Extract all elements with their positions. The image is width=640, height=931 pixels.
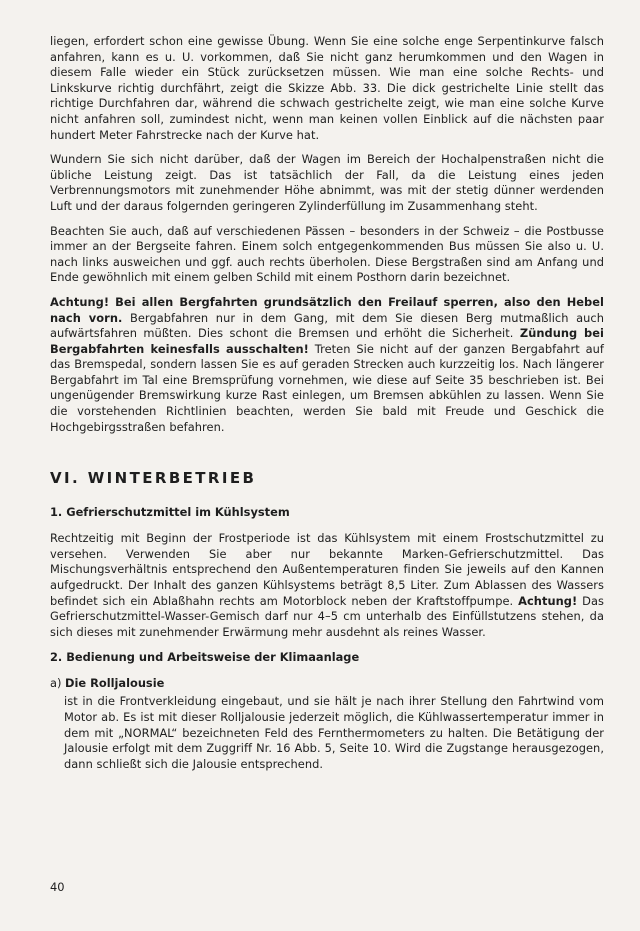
- paragraph-antifreeze: [50, 531, 604, 640]
- subsection-heading-blind: [50, 676, 604, 690]
- subsection-title: Die Rolljalousie: [65, 676, 165, 691]
- chapter-heading: VI. WINTERBETRIEB: [50, 469, 257, 488]
- warning-bold-2: Zündung bei Bergabfahrten keinesfalls ausschalten!: [50, 326, 604, 356]
- paragraph-serpentine: liegen, erfordert schon eine gewisse Übung. Wenn Sie eine solche enge Serpentinkurve falsch anfahren, kann es u. U. vorkommen, daß Sie nicht ganz herumkommen und den Wagen in diesem Falle wieder ein Stück zurücksetzen müssen. Wie man eine solche Rechts- und Linkskurve richtig durchfährt, zeigt die Skizze Abb. 33. Die dick gestrichelte Linie stellt das richtige Durchfahren dar, während die schwach gestrichelte zeigt, wie man eine solche Kurve nicht anfahren soll, zumindest nicht, wenn man keinen vollen Einblick auf die nächsten paar hundert Meter Fahrstrecke nach der Kurve hat.: [50, 34, 604, 142]
- subsection-prefix: a): [50, 676, 66, 691]
- warning-bold-1: Achtung! Bei allen Bergfahrten grundsätzlich den Freilauf sperren, also den Hebel nach vorn.: [50, 294, 604, 325]
- warning-text-1: Bergabfahren nur in dem Gang, mit dem Sie diesen Berg mutmaßlich auch aufwärtsfahren müßten. Dies schont die Bremsen und erhöht die Sicherheit.: [50, 310, 604, 341]
- paragraph-warning: [50, 295, 604, 435]
- paragraph-blind: ist in die Frontverkleidung eingebaut, und sie hält je nach ihrer Stellung den Fahrtwind vom Motor ab. Es ist mit dieser Rolljalousie jederzeit möglich, die Kühlwassertemperatur immer in dem mit „NORMAL“ bezeichneten Feld des Fernthermometers zu halten. Die Betätigung der Jalousie erfolgt mit dem Zuggriff Nr. 16 Abb. 5, Seite 10. Wird die Zugstange herausgezogen, dann schließt sich die Jalousie entsprechend.: [64, 694, 604, 771]
- section-heading-antifreeze: 1. Gefrierschutzmittel im Kühlsystem: [50, 505, 290, 520]
- antifreeze-text-1: Rechtzeitig mit Beginn der Frostperiode ist das Kühlsystem mit einem Frostschutzmittel zu versehen. Verwenden Sie aber nur bekannte Marken-Gefrierschutzmittel. Das Mischungsverhältnis entsprechend den Außentemperaturen finden Sie jeweils auf den Kannen aufgedruckt. Der Inhalt des ganzen Kühlsystems beträgt 8,5 Liter. Zum Ablassen des Wassers befindet sich ein Ablaßhahn rechts am Motorblock neben der Kraftstoffpumpe.: [50, 531, 604, 608]
- paragraph-engine-power: Wundern Sie sich nicht darüber, daß der Wagen im Bereich der Hochalpenstraßen nicht die übliche Leistung zeigt. Das ist tatsächlich der Fall, da die Leistung eines jeden Verbrennungsmotors mit zunehmender Höhe abnimmt, was mit der stetig dünner werdenden Luft und der daraus folgernden geringeren Zylinderfüllung im Zusammenhang steht.: [50, 152, 604, 213]
- page-number: 40: [50, 880, 65, 894]
- antifreeze-bold: Achtung!: [518, 593, 578, 608]
- antifreeze-text-2: Das Gefrierschutzmittel-Wasser-Gemisch darf nur 4–5 cm unterhalb des Einfüllstutzens stehen, da sich dieses mit zunehmender Erwärmung mehr ausdehnt als reines Wasser.: [50, 593, 604, 639]
- section-heading-climate: 2. Bedienung und Arbeitsweise der Klimaanlage: [50, 650, 360, 665]
- paragraph-postbus: Beachten Sie auch, daß auf verschiedenen Pässen – besonders in der Schweiz – die Postbusse immer an der Bergseite fahren. Einem solch entgegenkommenden Bus müssen Sie also u. U. nach links ausweichen und ggf. auch rechts überholen. Diese Bergstraßen sind am Anfang und Ende gewöhnlich mit einem gelben Schild mit einem Posthorn darin bezeichnet.: [50, 223, 604, 285]
- page-content: [50, 34, 604, 781]
- warning-text-2: Treten Sie nicht auf der ganzen Bergabfahrt auf das Bremspedal, sondern lassen Sie es auf geraden Strecken auch kurzzeitig los. Nach längerer Bergabfahrt im Tal eine Bremsprüfung vornehmen, wie diese auf Seite 35 beschrieben ist. Bei ungenügender Bremswirkung kurze Rast einlegen, um Bremsen abkühlen zu lassen. Wenn Sie die vorstehenden Richtlinien beachten, werden Sie bald mit Freude und Geschick die Hochgebirgsstraßen befahren.: [50, 341, 604, 434]
